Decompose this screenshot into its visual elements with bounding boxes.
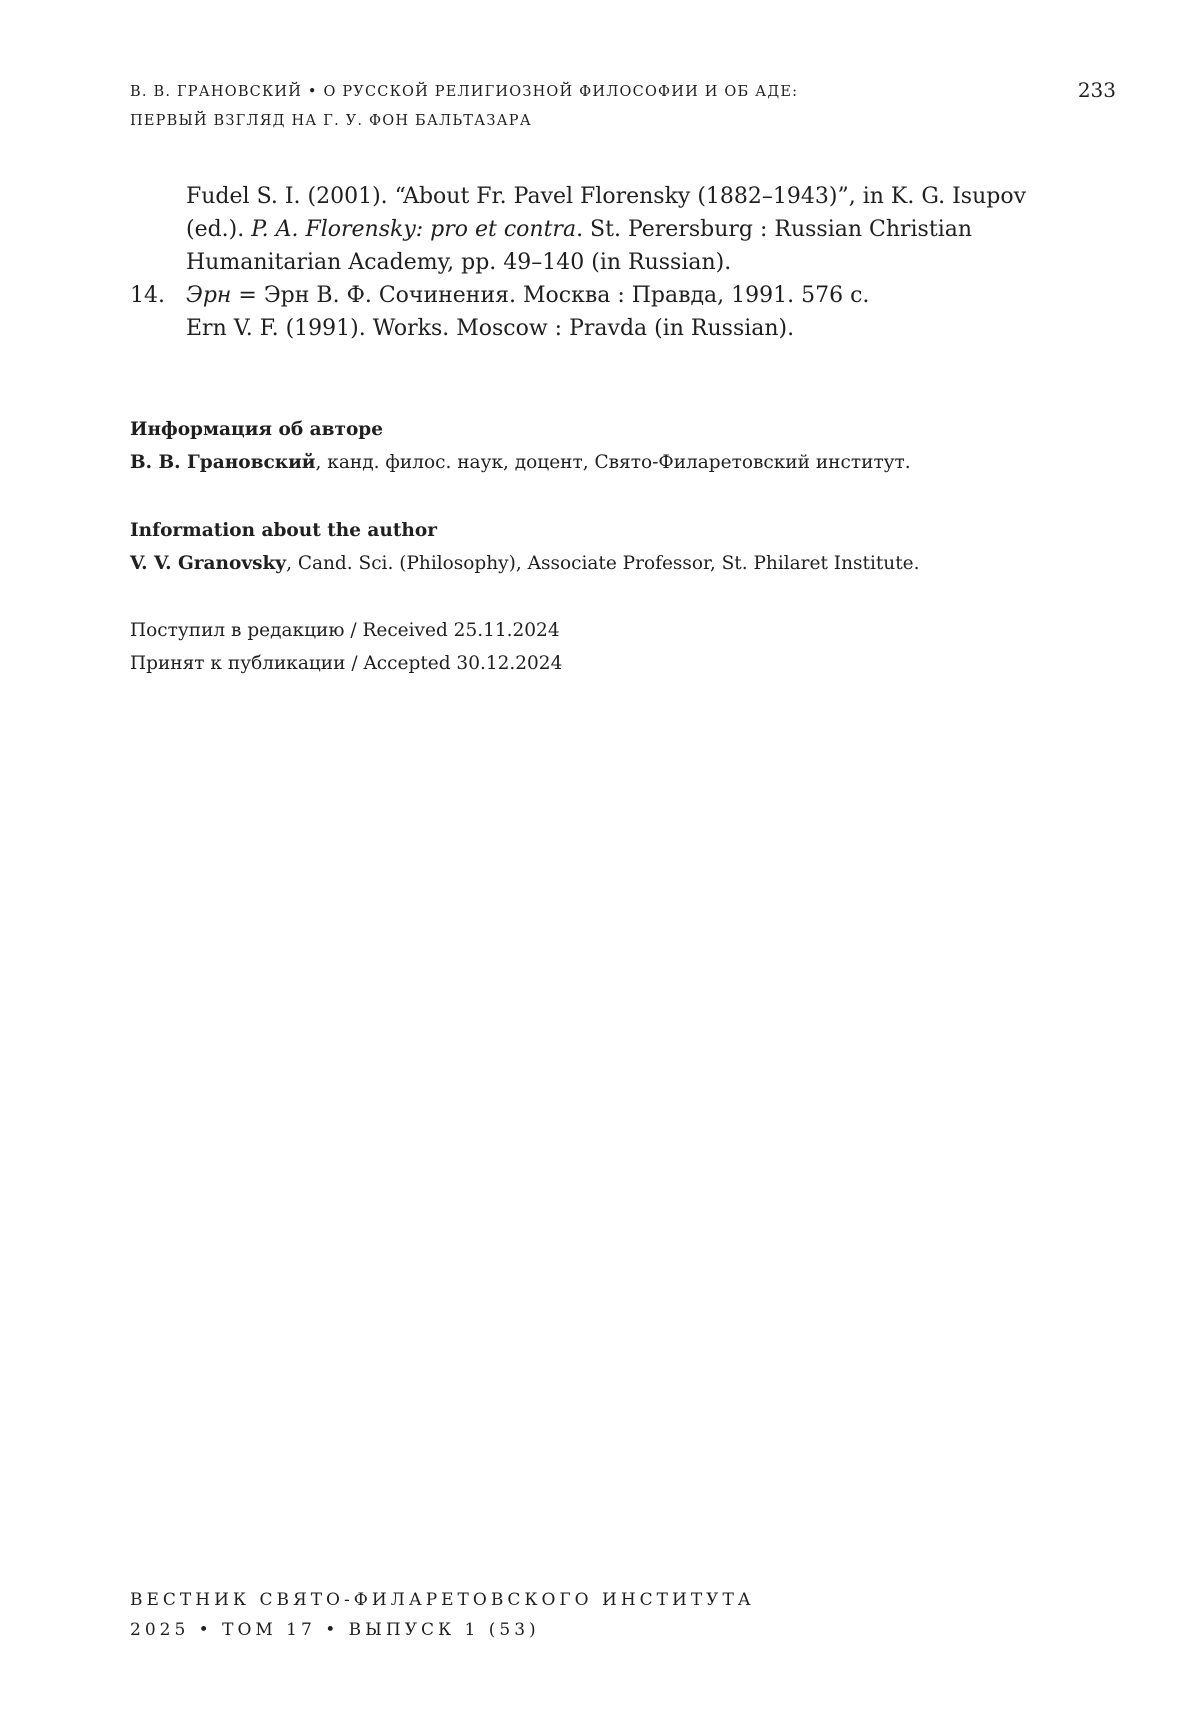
page-number: 233 xyxy=(1077,78,1116,102)
received-date: Поступил в редакцию / Received 25.11.2024 xyxy=(130,620,560,641)
author-details-en: , Cand. Sci. (Philosophy), Associate Professor, St. Philaret Institute. xyxy=(286,553,920,574)
author-info-ru xyxy=(130,413,1090,479)
accepted-date: Принят к публикации / Accepted 30.12.2024 xyxy=(130,653,563,674)
running-header xyxy=(130,78,1116,136)
author-info-ru-heading: Информация об авторе xyxy=(130,419,384,440)
reference-14-ru-text: = Эрн В. Ф. Сочинения. Москва : Правда, 1991. 576 с. xyxy=(231,283,870,308)
running-head-line-1: В. В. ГРАНОВСКИЙ • О РУССКОЙ РЕЛИГИОЗНОЙ ФИЛОСОФИИ И ОБ АДЕ: xyxy=(130,84,799,100)
author-name-ru: В. В. Грановский xyxy=(130,452,316,473)
reference-14 xyxy=(130,279,1090,345)
running-head-line-2: ПЕРВЫЙ ВЗГЛЯД НА Г. У. ФОН БАЛЬТАЗАРА xyxy=(130,113,532,129)
author-info-en-heading: Information about the author xyxy=(130,520,437,541)
reference-13-publisher: . St. Perersburg : Russian Christian xyxy=(576,217,973,242)
reference-13-line-3: Humanitarian Academy, pp. 49–140 (in Russian). xyxy=(186,250,732,275)
reference-list xyxy=(130,180,1090,345)
reference-13-title: P. A. Florensky: pro et contra xyxy=(251,217,577,242)
author-info-en-text xyxy=(130,547,1090,580)
reference-14-en: Ern V. F. (1991). Works. Moscow : Pravda (in Russian). xyxy=(186,316,795,341)
reference-13-line-2 xyxy=(130,213,1090,246)
submission-dates xyxy=(130,614,1090,680)
author-info-ru-text xyxy=(130,446,1090,479)
reference-14-number: 14. xyxy=(130,283,165,308)
reference-14-ru xyxy=(130,279,1090,312)
author-info-en xyxy=(130,514,1090,580)
author-name-en: V. V. Granovsky xyxy=(130,553,287,574)
author-details-ru: , канд. филос. наук, доцент, Свято-Филаретовский институт. xyxy=(315,452,911,473)
reference-14-short-title: Эрн xyxy=(186,283,232,308)
journal-issue: 2025 • ТОМ 17 • ВЫПУСК 1 (53) xyxy=(130,1620,540,1640)
journal-footer xyxy=(130,1585,755,1645)
reference-13-line-1: Fudel S. I. (2001). “About Fr. Pavel Florensky (1882–1943)”, in K. G. Isupov xyxy=(186,184,1027,209)
journal-title: ВЕСТНИК СВЯТО-ФИЛАРЕТОВСКОГО ИНСТИТУТА xyxy=(130,1590,755,1610)
reference-13-editor: (ed.). xyxy=(186,217,252,242)
